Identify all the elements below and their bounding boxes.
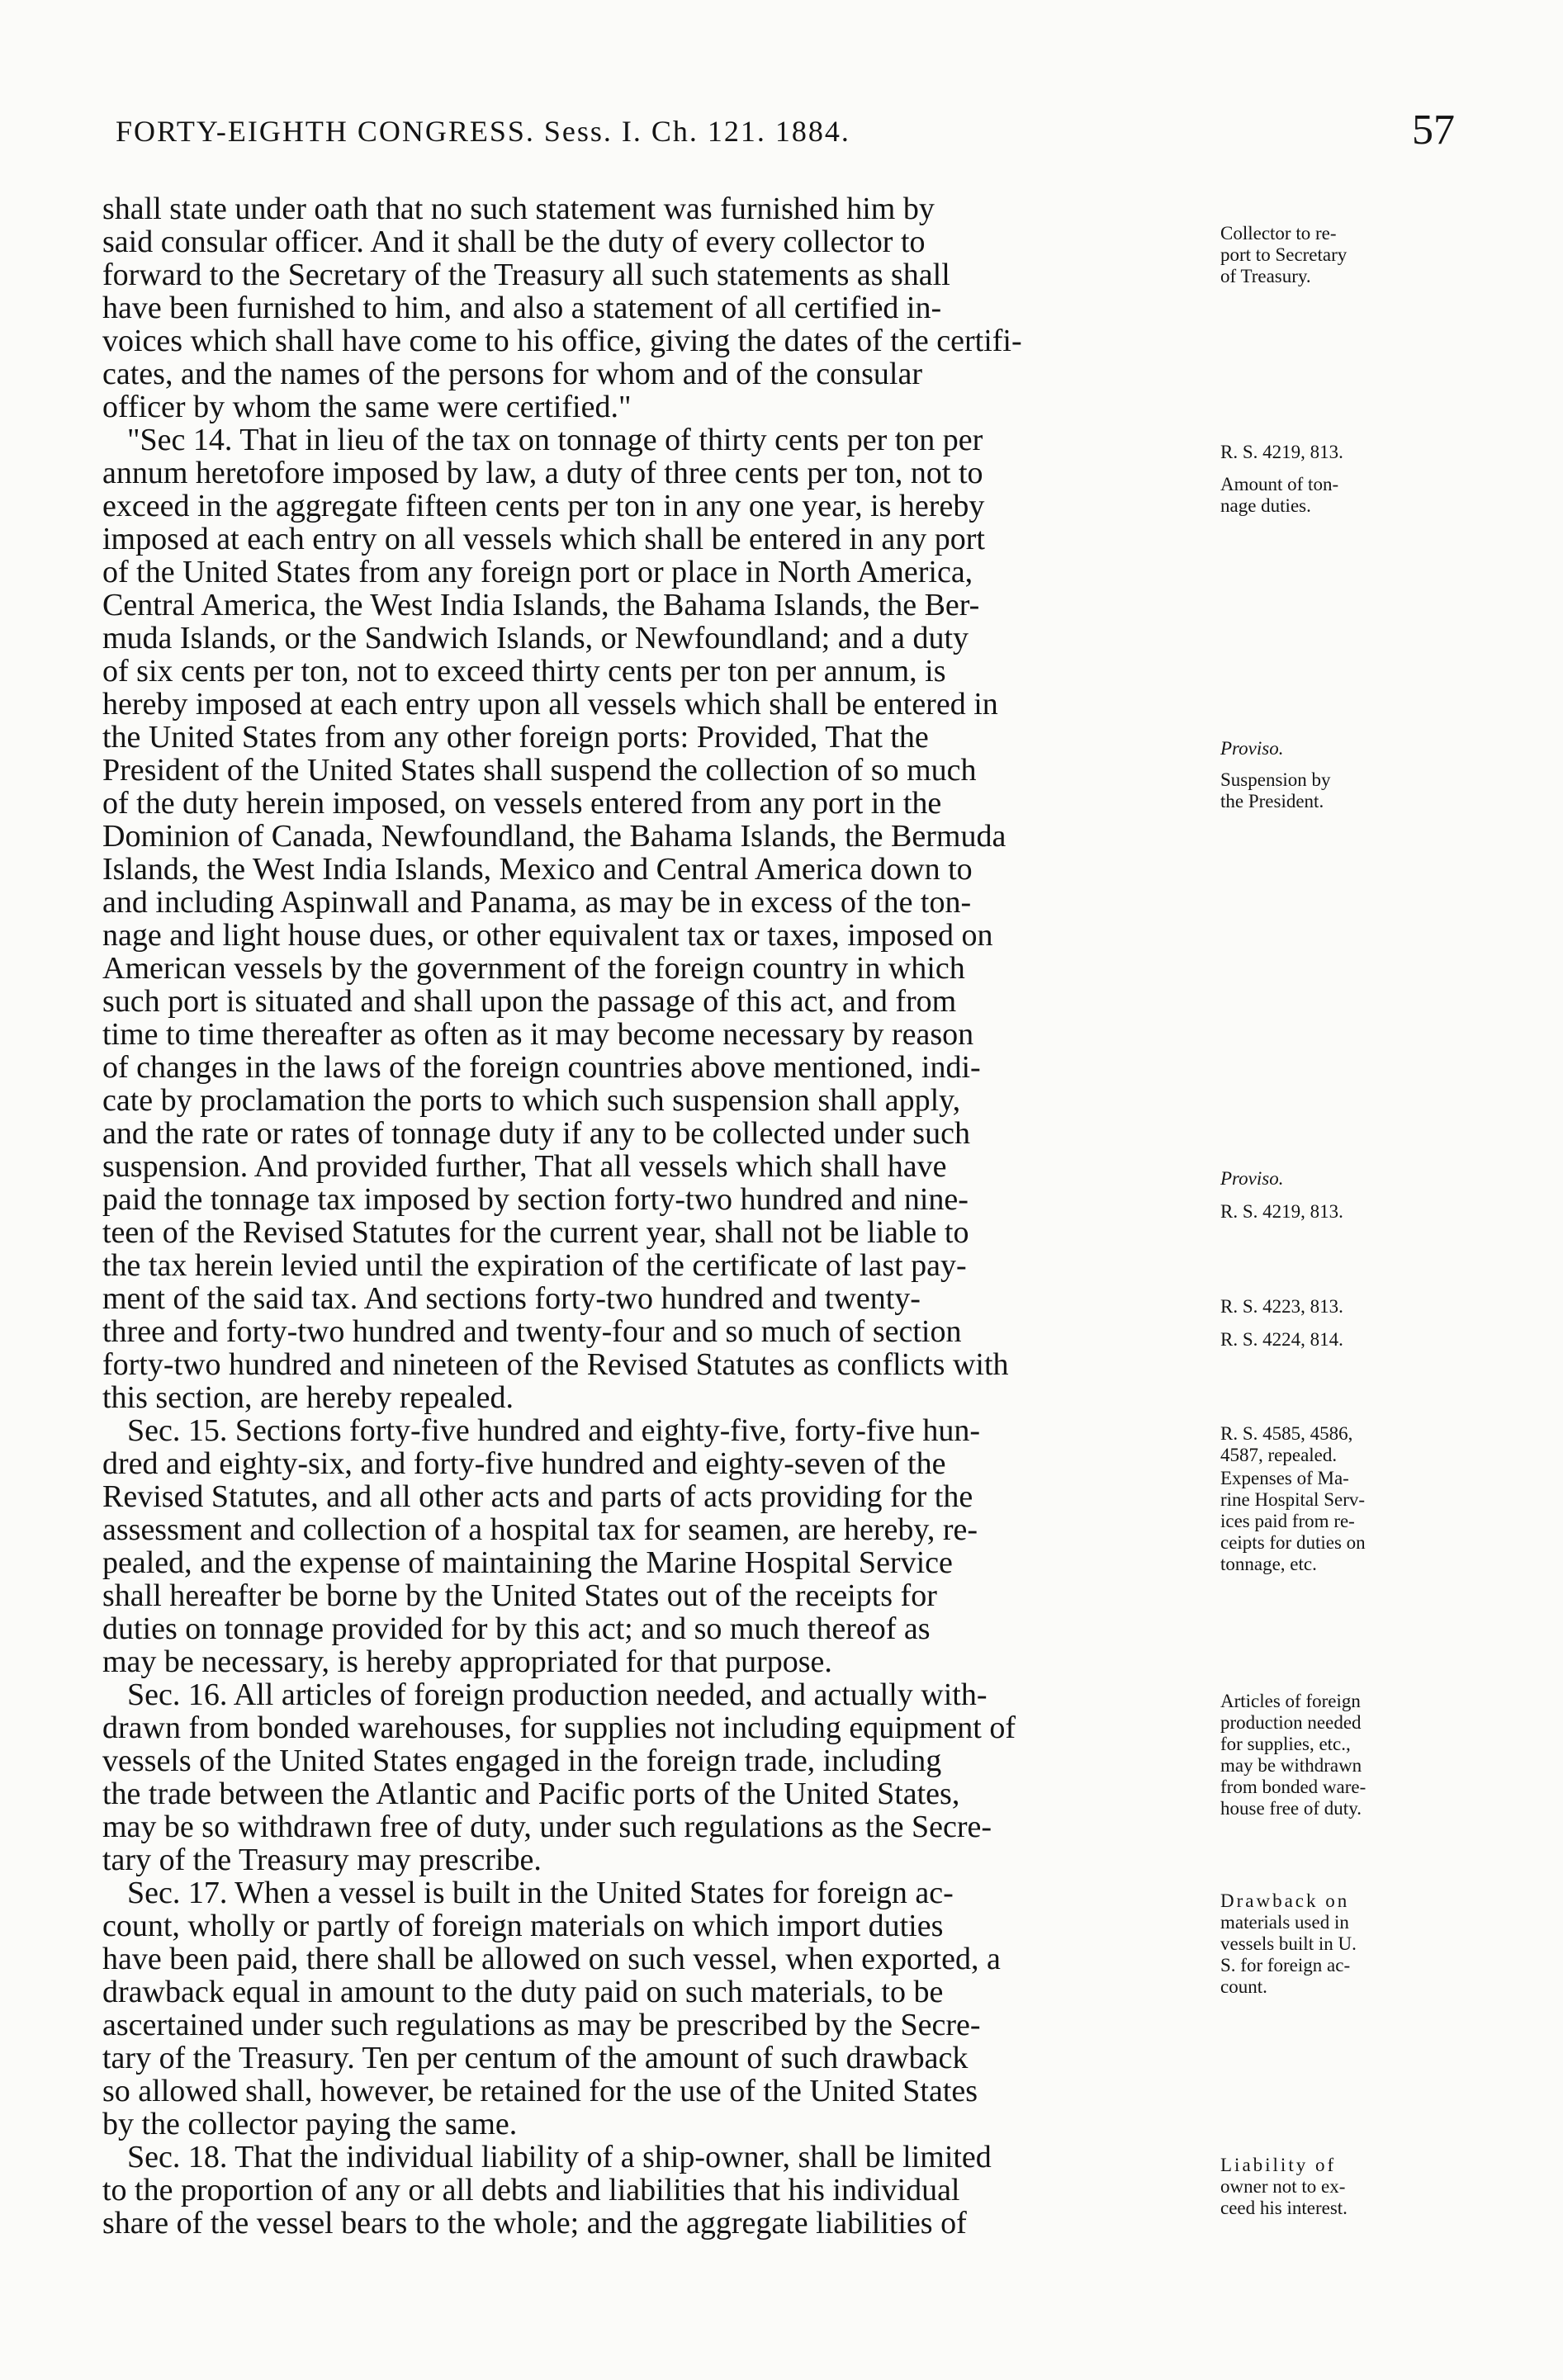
text-line: share of the vessel bears to the whole; and the aggregate liabilities of [102,2206,967,2240]
text-line: muda Islands, or the Sandwich Islands, or Newfoundland; and a duty [102,621,969,655]
text-line: count, wholly or partly of foreign materials on which import duties [102,1909,944,1943]
text-line: tary of the Treasury. Ten per centum of the amount of such drawback [102,2041,969,2075]
text-line: dred and eighty-six, and forty-five hundred and eighty-seven of the [102,1446,946,1481]
text-line: Revised Statutes, and all other acts and parts of acts providing for the [102,1479,973,1514]
margin-note: Collector to re- [1220,223,1337,244]
text-line: President of the United States shall suspend the collection of so much [102,753,977,788]
text-line: Islands, the West India Islands, Mexico and Central America down to [102,852,973,887]
margin-note: the President. [1220,791,1324,811]
text-line: "Sec 14. That in lieu of the tax on tonnage of thirty cents per ton per [127,423,983,457]
text-line: shall state under oath that no such statement was furnished him by [102,192,935,226]
text-line: three and forty-two hundred and twenty-four and so much of section [102,1314,962,1349]
page-number: 57 [1412,106,1455,154]
text-line: nage and light house dues, or other equivalent tax or taxes, imposed on [102,918,993,953]
text-line: Sec. 16. All articles of foreign production needed, and actually with- [127,1677,988,1712]
text-line: such port is situated and shall upon the passage of this act, and from [102,984,957,1019]
margin-note: materials used in [1220,1912,1349,1933]
text-line: vessels of the United States engaged in the foreign trade, including [102,1744,942,1778]
margin-note: Expenses of Ma- [1220,1468,1349,1488]
text-line: Dominion of Canada, Newfoundland, the Bahama Islands, the Bermuda [102,819,1006,854]
margin-note: Liability of [1220,2155,1337,2175]
margin-note: Proviso. [1220,1168,1284,1189]
text-line: shall hereafter be borne by the United States out of the receipts for [102,1578,937,1613]
text-line: duties on tonnage provided for by this act; and so much thereof as [102,1611,931,1646]
text-line: of the duty herein imposed, on vessels entered from any port in the [102,786,942,821]
text-line: time to time thereafter as often as it may become necessary by reason [102,1017,974,1052]
text-line: of the United States from any foreign port or place in North America, [102,555,973,589]
margin-note: nage duties. [1220,495,1311,516]
margin-note: rine Hospital Serv- [1220,1489,1366,1510]
text-line: teen of the Revised Statutes for the current year, shall not be liable to [102,1215,969,1250]
text-line: ment of the said tax. And sections forty-two hundred and twenty- [102,1281,921,1316]
margin-note: Suspension by [1220,769,1331,790]
margin-note: R. S. 4219, 813. [1220,442,1343,462]
text-line: hereby imposed at each entry upon all vessels which shall be entered in [102,687,998,722]
text-line: cate by proclamation the ports to which such suspension shall apply, [102,1083,961,1118]
text-line: the trade between the Atlantic and Pacific ports of the United States, [102,1777,960,1811]
page-header [0,0,1563,165]
text-line: Sec. 15. Sections forty-five hundred and eighty-five, forty-five hun- [127,1413,981,1448]
margin-note: 4587, repealed. [1220,1445,1338,1465]
margin-note: R. S. 4585, 4586, [1220,1423,1353,1444]
margin-note: may be withdrawn [1220,1755,1362,1776]
margin-note: ceipts for duties on [1220,1532,1366,1553]
text-line: paid the tonnage tax imposed by section forty-two hundred and nine- [102,1182,969,1217]
text-line: imposed at each entry on all vessels which shall be entered in any port [102,522,985,556]
text-line: Central America, the West India Islands, the Bahama Islands, the Ber- [102,588,980,622]
text-line: may be necessary, is hereby appropriated for that purpose. [102,1644,832,1679]
text-line: Sec. 17. When a vessel is built in the United States for foreign ac- [127,1876,954,1910]
text-line: American vessels by the government of the foreign country in which [102,951,965,986]
text-line: tary of the Treasury may prescribe. [102,1843,542,1877]
text-line: the tax herein levied until the expiration of the certificate of last pay- [102,1248,967,1283]
margin-note: port to Secretary [1220,244,1347,265]
margin-note: R. S. 4224, 814. [1220,1329,1343,1350]
margin-note: count. [1220,1976,1267,1997]
margin-note: ceed his interest. [1220,2198,1347,2218]
text-line: suspension. And provided further, That all vessels which shall have [102,1149,947,1184]
text-line: said consular officer. And it shall be the duty of every collector to [102,225,926,259]
text-line: Sec. 18. That the individual liability of a ship-owner, shall be limited [127,2140,992,2174]
text-line: forward to the Secretary of the Treasury all such statements as shall [102,258,950,292]
margin-note: ices paid from re- [1220,1511,1355,1531]
margin-note: production needed [1220,1712,1362,1733]
margin-note: R. S. 4219, 813. [1220,1201,1343,1222]
margin-note: Drawback on [1220,1890,1350,1911]
text-line: annum heretofore imposed by law, a duty of three cents per ton, not to [102,456,983,490]
text-line: officer by whom the same were certified." [102,390,632,424]
margin-note: vessels built in U. [1220,1933,1357,1954]
margin-note: from bonded ware- [1220,1777,1366,1797]
margin-note: of Treasury. [1220,266,1311,286]
text-line: and the rate or rates of tonnage duty if any to be collected under such [102,1116,970,1151]
text-line: drawn from bonded warehouses, for supplies not including equipment of [102,1710,1016,1745]
text-line: may be so withdrawn free of duty, under such regulations as the Secre- [102,1810,992,1844]
text-line: the United States from any other foreign ports: Provided, That the [102,720,929,755]
margin-note: for supplies, etc., [1220,1734,1351,1754]
margin-note: Amount of ton- [1220,474,1339,494]
margin-note: house free of duty. [1220,1798,1362,1819]
margin-note: Proviso. [1220,738,1284,759]
text-line: of changes in the laws of the foreign countries above mentioned, indi- [102,1050,981,1085]
text-line: so allowed shall, however, be retained for the use of the United States [102,2074,978,2108]
text-line: drawback equal in amount to the duty paid on such materials, to be [102,1975,944,2009]
text-line: assessment and collection of a hospital tax for seamen, are hereby, re- [102,1512,978,1547]
text-line: pealed, and the expense of maintaining the Marine Hospital Service [102,1545,953,1580]
text-line: cates, and the names of the persons for whom and of the consular [102,357,922,391]
margin-note: tonnage, etc. [1220,1554,1317,1574]
text-line: of six cents per ton, not to exceed thirty cents per ton per annum, is [102,654,946,688]
text-line: and including Aspinwall and Panama, as may be in excess of the ton- [102,885,972,920]
text-line: forty-two hundred and nineteen of the Revised Statutes as conflicts with [102,1347,1009,1382]
text-line: have been paid, there shall be allowed on such vessel, when exported, a [102,1942,1001,1976]
text-line: exceed in the aggregate fifteen cents per ton in any one year, is hereby [102,489,985,523]
text-line: ascertained under such regulations as may be prescribed by the Secre- [102,2008,981,2042]
text-line: have been furnished to him, and also a statement of all certified in- [102,291,942,325]
text-line: voices which shall have come to his office, giving the dates of the certifi- [102,324,1022,358]
text-line: by the collector paying the same. [102,2107,518,2141]
text-line: to the proportion of any or all debts and liabilities that his individual [102,2173,960,2207]
running-head: FORTY-EIGHTH CONGRESS. Sess. I. Ch. 121. 1884. [116,115,850,148]
text-line: this section, are hereby repealed. [102,1380,514,1415]
margin-note: owner not to ex- [1220,2176,1346,2197]
margin-note: R. S. 4223, 813. [1220,1296,1343,1317]
margin-note: S. for foreign ac- [1220,1955,1351,1975]
margin-note: Articles of foreign [1220,1691,1361,1711]
